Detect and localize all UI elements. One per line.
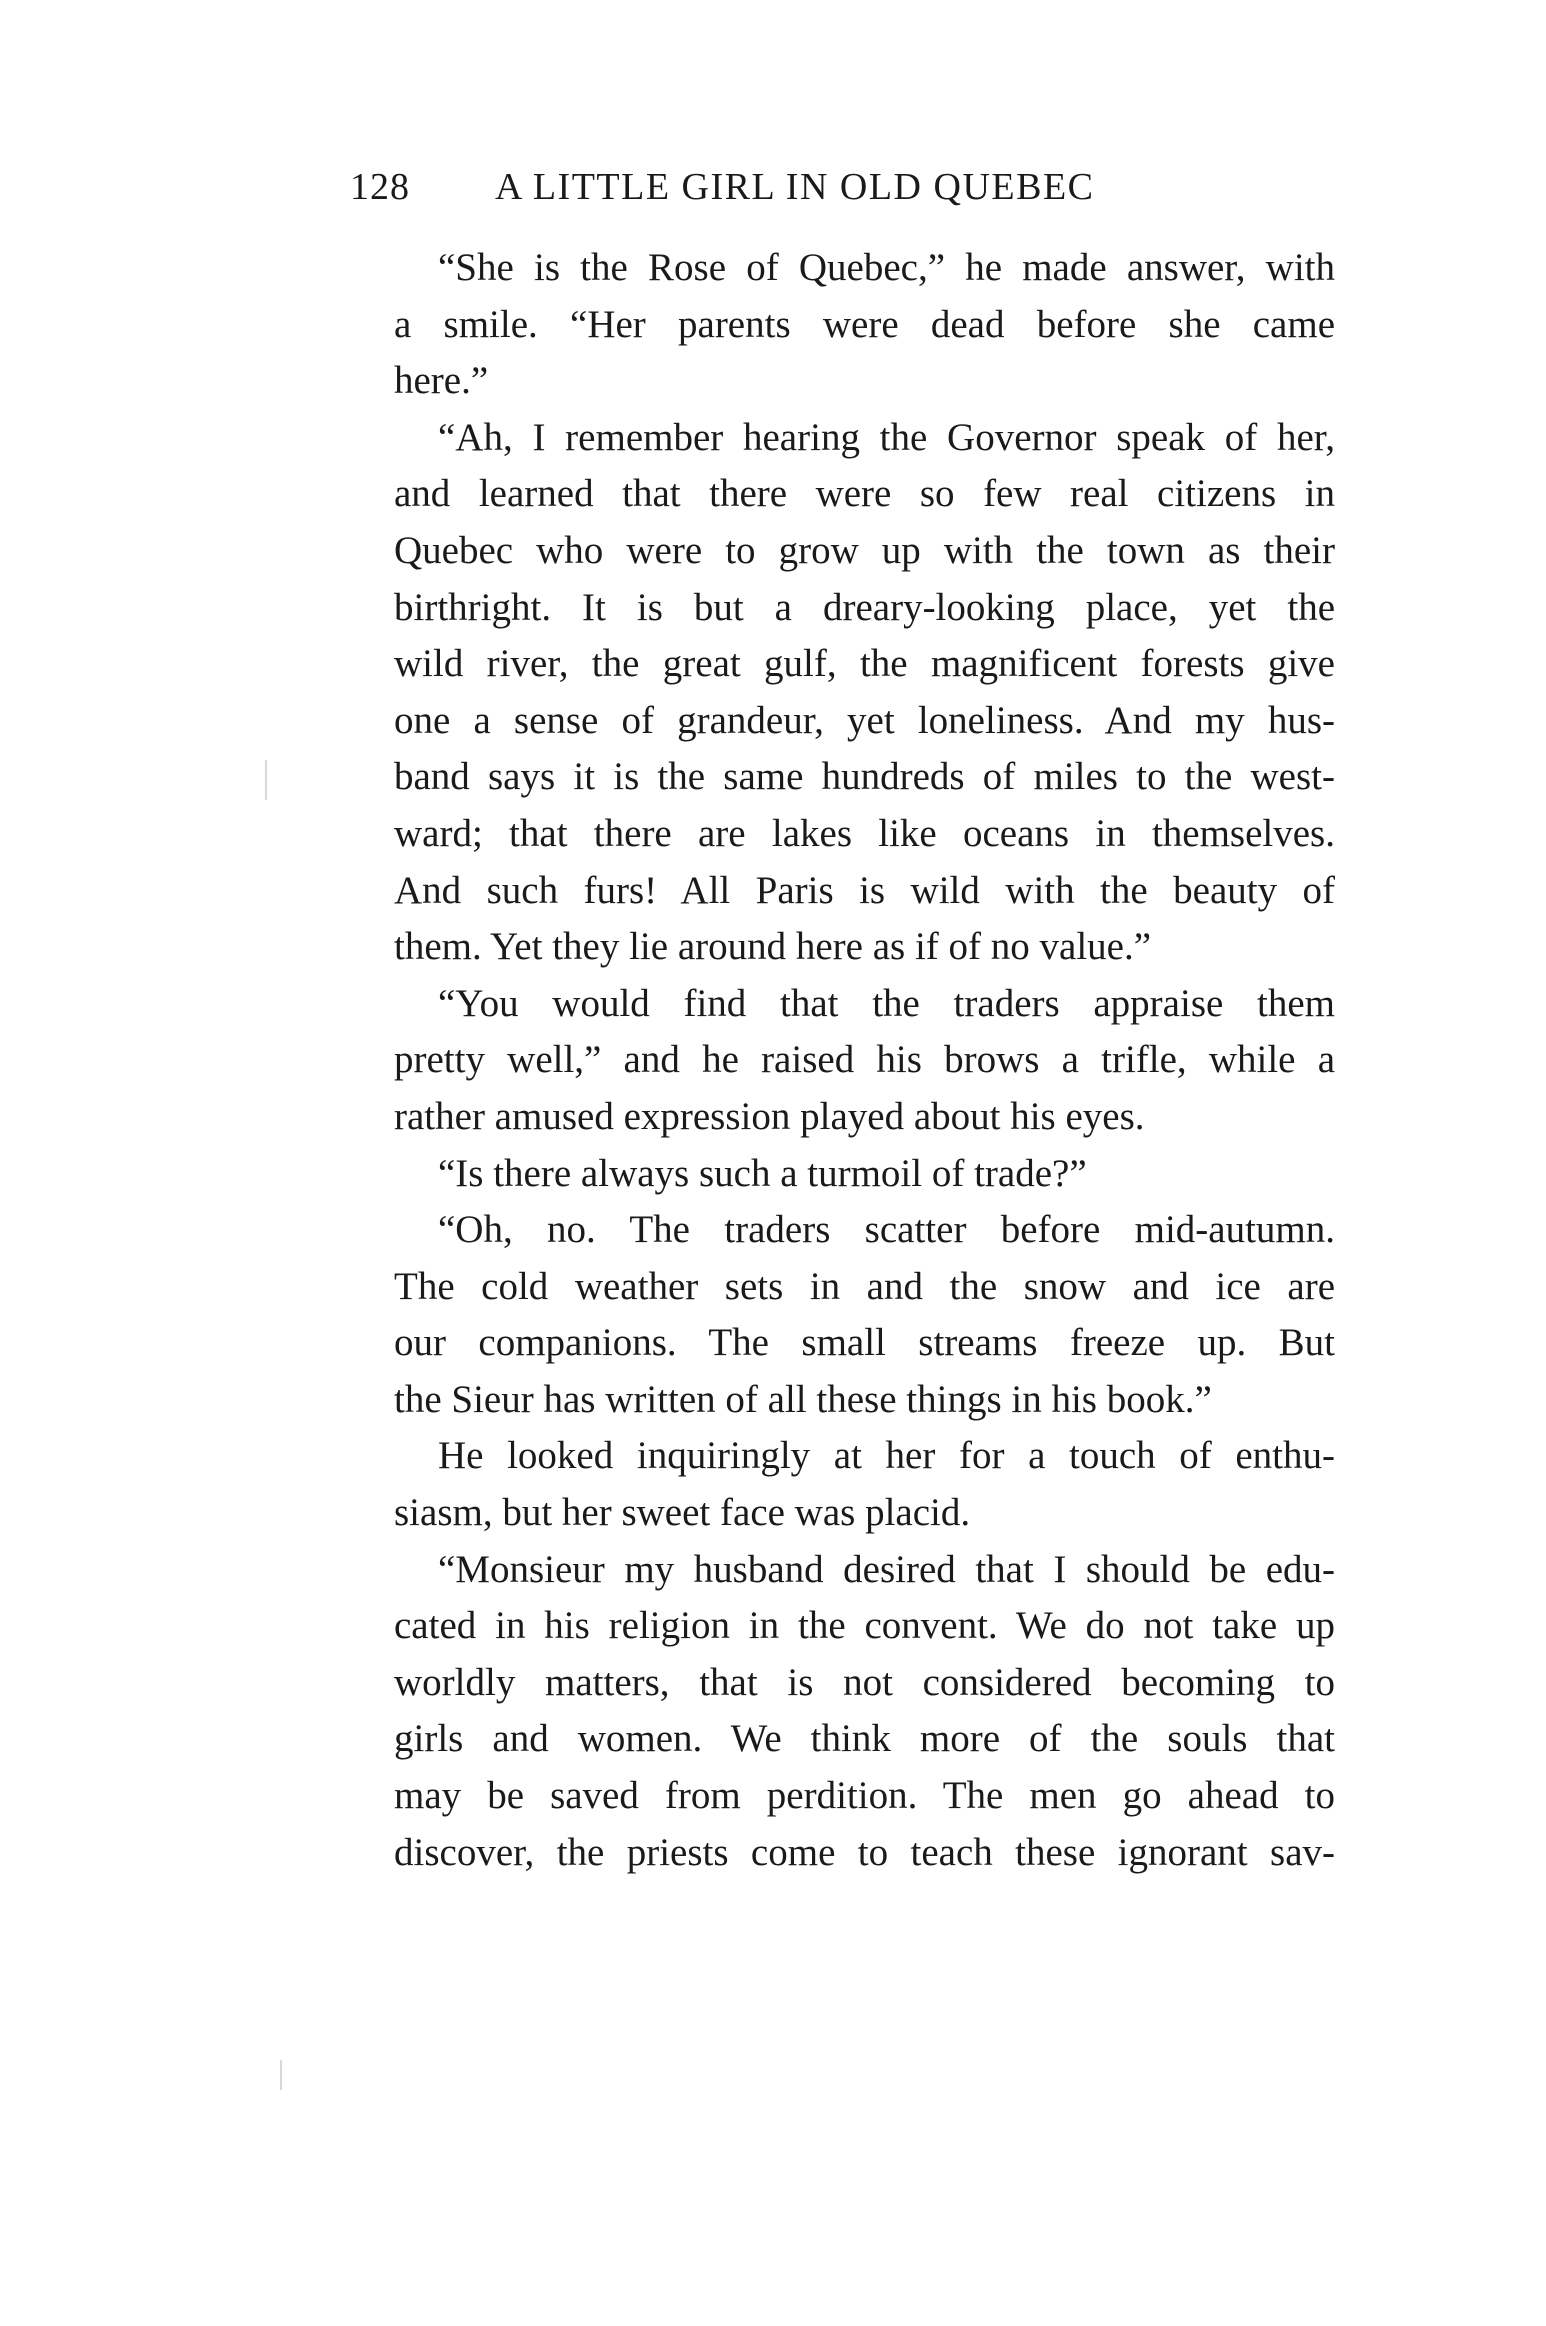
paragraph	[350, 410, 1335, 976]
text-line: birthright. It is but a dreary-looking place, yet the	[394, 585, 1335, 629]
text-line: wild river, the great gulf, the magnificent forests give	[394, 642, 1335, 686]
text-line: discover, the priests come to teach these ignorant sav-	[394, 1830, 1335, 1874]
scan-artifact-mark	[265, 760, 267, 800]
running-head	[350, 165, 1340, 215]
text-line: “Oh, no. The traders scatter before mid-autumn.	[438, 1208, 1335, 1252]
text-line: cated in his religion in the convent. We do not take up	[394, 1604, 1335, 1648]
text-line: And such furs! All Paris is wild with the beauty of	[394, 868, 1335, 912]
text-line: He looked inquiringly at her for a touch of enthu-	[438, 1434, 1335, 1478]
text-line: pretty well,” and he raised his brows a trifle, while a	[394, 1038, 1335, 1082]
text-line: may be saved from perdition. The men go ahead to	[394, 1774, 1335, 1818]
paragraph	[350, 1542, 1335, 1882]
text-line: band says it is the same hundreds of miles to the west-	[394, 755, 1335, 799]
text-line: “You would find that the traders appraise them	[438, 981, 1335, 1025]
paragraph	[350, 1428, 1335, 1541]
text-line: worldly matters, that is not considered becoming to	[394, 1660, 1335, 1704]
text-line: here.”	[394, 359, 489, 403]
text-line: “Ah, I remember hearing the Governor speak of her,	[438, 415, 1335, 459]
text-line: our companions. The small streams freeze up. But	[394, 1321, 1335, 1365]
text-line: Quebec who were to grow up with the town as their	[394, 528, 1335, 572]
scan-artifact-mark	[280, 2060, 282, 2090]
page-number: 128	[350, 166, 410, 208]
text-line: “She is the Rose of Quebec,” he made answer, with	[438, 246, 1335, 289]
paragraph	[350, 240, 1335, 410]
text-line: rather amused expression played about his eyes.	[394, 1094, 1145, 1138]
paragraph	[350, 1202, 1335, 1428]
text-line: The cold weather sets in and the snow and ice are	[394, 1264, 1335, 1308]
text-line: the Sieur has written of all these things in his book.”	[394, 1377, 1212, 1421]
text-line: ward; that there are lakes like oceans in themselves.	[394, 811, 1335, 855]
paragraph	[350, 1146, 1335, 1203]
text-line: “Monsieur my husband desired that I should be edu-	[438, 1547, 1335, 1591]
text-line: one a sense of grandeur, yet loneliness. And my hus-	[394, 698, 1335, 742]
text-line: girls and women. We think more of the souls that	[394, 1717, 1335, 1761]
text-line: “Is there always such a turmoil of trade?”	[438, 1151, 1087, 1195]
body-text	[350, 240, 1335, 1881]
paragraph	[350, 976, 1335, 1146]
text-line: siasm, but her sweet face was placid.	[394, 1491, 971, 1535]
text-line: them. Yet they lie around here as if of no value.”	[394, 925, 1152, 969]
text-line: a smile. “Her parents were dead before she came	[394, 302, 1335, 346]
text-line: and learned that there were so few real citizens in	[394, 472, 1335, 516]
book-title: A LITTLE GIRL IN OLD QUEBEC	[495, 166, 1095, 208]
